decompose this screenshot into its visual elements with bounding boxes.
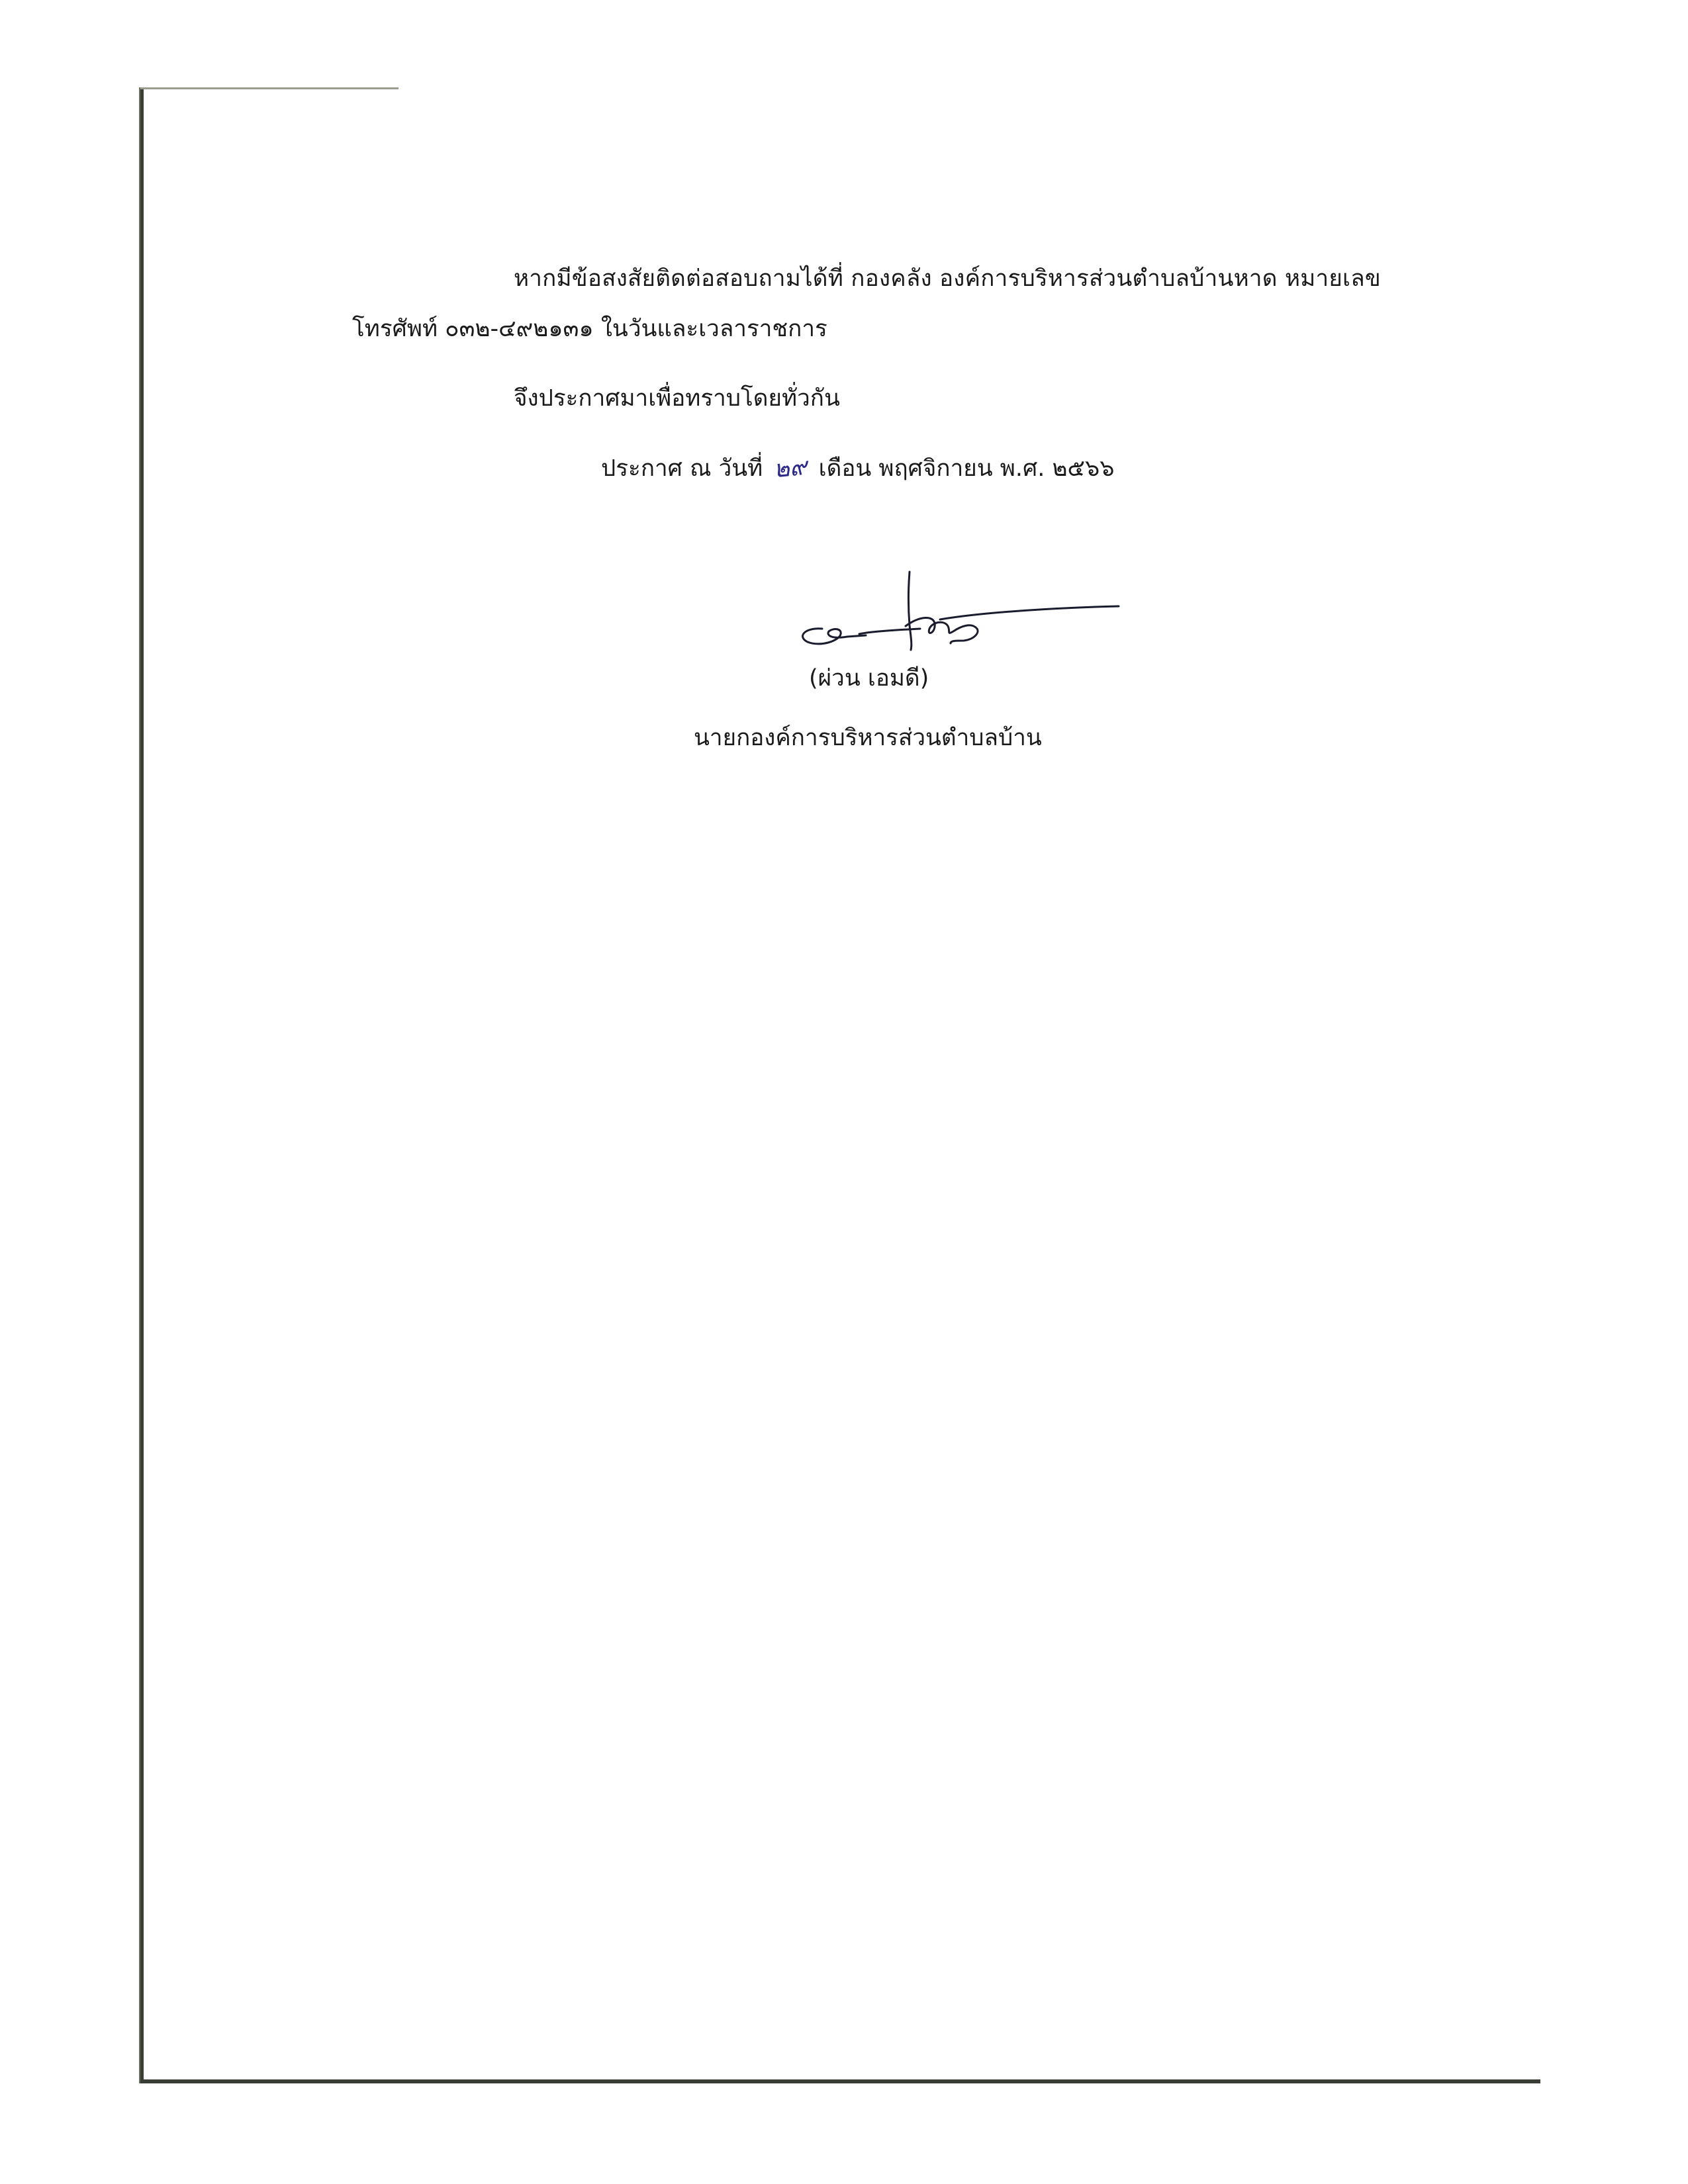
signature-image bbox=[788, 563, 1125, 662]
handwritten-day: ๒๙ bbox=[773, 453, 809, 484]
signer-title: นายกองค์การบริหารส่วนตำบลบ้าน bbox=[694, 725, 1042, 751]
signer-name: (ผ่วน เอมดี) bbox=[809, 665, 929, 692]
contact-line-1: หากมีข้อสงสัยติดต่อสอบถามได้ที่ กองคลัง องค์การบริหารส่วนตำบลบ้านหาด หมายเลข bbox=[514, 265, 1381, 292]
date-suffix: เดือน พฤศจิกายน พ.ศ. ๒๕๖๖ bbox=[818, 455, 1115, 482]
contact-line-2: โทรศัพท์ ๐๓๒-๔๙๒๑๓๑ ในวันและเวลาราชการ bbox=[352, 316, 827, 342]
announcement-text: จึงประกาศมาเพื่อทราบโดยทั่วกัน bbox=[514, 385, 840, 412]
page-edge bbox=[140, 87, 399, 89]
date-prefix: ประกาศ ณ วันที่ bbox=[601, 455, 763, 482]
announcement-date bbox=[601, 453, 1115, 484]
document-page bbox=[140, 87, 1540, 2083]
